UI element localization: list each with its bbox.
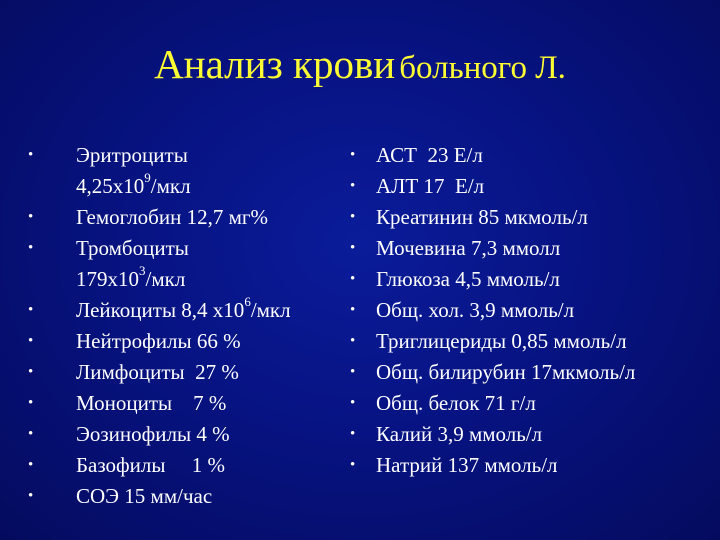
list-item-alt bbox=[348, 171, 708, 202]
list-item-neutrophils bbox=[24, 326, 354, 357]
list-item-basophils bbox=[24, 450, 354, 481]
bullet-icon: • bbox=[28, 364, 34, 380]
bullet-icon: • bbox=[350, 457, 356, 473]
bullet-icon: • bbox=[350, 426, 356, 442]
bullet-icon: • bbox=[350, 395, 356, 411]
list-item-triglycerides bbox=[348, 326, 708, 357]
item-text: Триглицериды 0,85 ммоль/л bbox=[376, 329, 627, 353]
list-item-esr bbox=[24, 481, 354, 512]
bullet-icon: • bbox=[28, 457, 34, 473]
bullet-icon: • bbox=[28, 240, 34, 256]
list-item-cholesterol bbox=[348, 295, 708, 326]
bullet-icon: • bbox=[350, 333, 356, 349]
item-text: Натрий 137 ммоль/л bbox=[376, 453, 558, 477]
item-text: Мочевина 7,3 ммолл bbox=[376, 236, 561, 260]
left-results-list bbox=[24, 140, 354, 512]
item-text: Лейкоциты 8,4 $х10^6$/мкл bbox=[76, 294, 291, 322]
list-item-monocytes bbox=[24, 388, 354, 419]
item-value: $179х10^3$/мкл bbox=[76, 263, 186, 291]
right-results-list bbox=[348, 140, 708, 481]
item-text: Калий 3,9 ммоль/л bbox=[376, 422, 543, 446]
list-item-urea bbox=[348, 233, 708, 264]
list-item-erythrocytes bbox=[24, 140, 354, 202]
list-item-glucose bbox=[348, 264, 708, 295]
list-item-lymphocytes bbox=[24, 357, 354, 388]
bullet-icon: • bbox=[350, 147, 356, 163]
bullet-icon: • bbox=[28, 209, 34, 225]
list-item-eosinophils bbox=[24, 419, 354, 450]
item-text: АСТ 23 Е/л bbox=[376, 143, 483, 167]
item-text: Эозинофилы 4 % bbox=[76, 422, 230, 446]
item-text: Лимфоциты 27 % bbox=[76, 360, 239, 384]
item-label: Эритроциты bbox=[76, 143, 188, 167]
item-text: Моноциты 7 % bbox=[76, 391, 227, 415]
title-main: Анализ крови bbox=[154, 41, 396, 87]
bullet-icon: • bbox=[350, 302, 356, 318]
item-text: Общ. хол. 3,9 ммоль/л bbox=[376, 298, 575, 322]
list-item-leukocytes bbox=[24, 295, 354, 326]
item-value: $4,25х10^9$/мкл bbox=[76, 170, 191, 198]
item-text: АЛТ 17 Е/л bbox=[376, 174, 485, 198]
item-text: Глюкоза 4,5 ммоль/л bbox=[376, 267, 560, 291]
bullet-icon: • bbox=[28, 426, 34, 442]
item-label: Тромбоциты bbox=[76, 236, 189, 260]
list-item-potassium bbox=[348, 419, 708, 450]
bullet-icon: • bbox=[350, 178, 356, 194]
bullet-icon: • bbox=[350, 209, 356, 225]
item-text: Общ. белок 71 г/л bbox=[376, 391, 536, 415]
item-text: Нейтрофилы 66 % bbox=[76, 329, 241, 353]
bullet-icon: • bbox=[350, 271, 356, 287]
list-item-bilirubin bbox=[348, 357, 708, 388]
list-item-protein bbox=[348, 388, 708, 419]
item-text: Гемоглобин 12,7 мг% bbox=[76, 205, 268, 229]
item-text: СОЭ 15 мм/час bbox=[76, 484, 213, 508]
title-sub: больного Л. bbox=[399, 50, 566, 86]
bullet-icon: • bbox=[350, 364, 356, 380]
list-item-hemoglobin bbox=[24, 202, 354, 233]
slide-title bbox=[0, 41, 720, 87]
bullet-icon: • bbox=[28, 147, 34, 163]
list-item-platelets bbox=[24, 233, 354, 295]
item-text: Креатинин 85 мкмоль/л bbox=[376, 205, 588, 229]
item-text: Базофилы 1 % bbox=[76, 453, 225, 477]
bullet-icon: • bbox=[28, 333, 34, 349]
list-item-ast bbox=[348, 140, 708, 171]
bullet-icon: • bbox=[28, 302, 34, 318]
list-item-sodium bbox=[348, 450, 708, 481]
bullet-icon: • bbox=[28, 488, 34, 504]
item-text: Общ. билирубин 17мкмоль/л bbox=[376, 360, 636, 384]
bullet-icon: • bbox=[350, 240, 356, 256]
list-item-creatinine bbox=[348, 202, 708, 233]
bullet-icon: • bbox=[28, 395, 34, 411]
